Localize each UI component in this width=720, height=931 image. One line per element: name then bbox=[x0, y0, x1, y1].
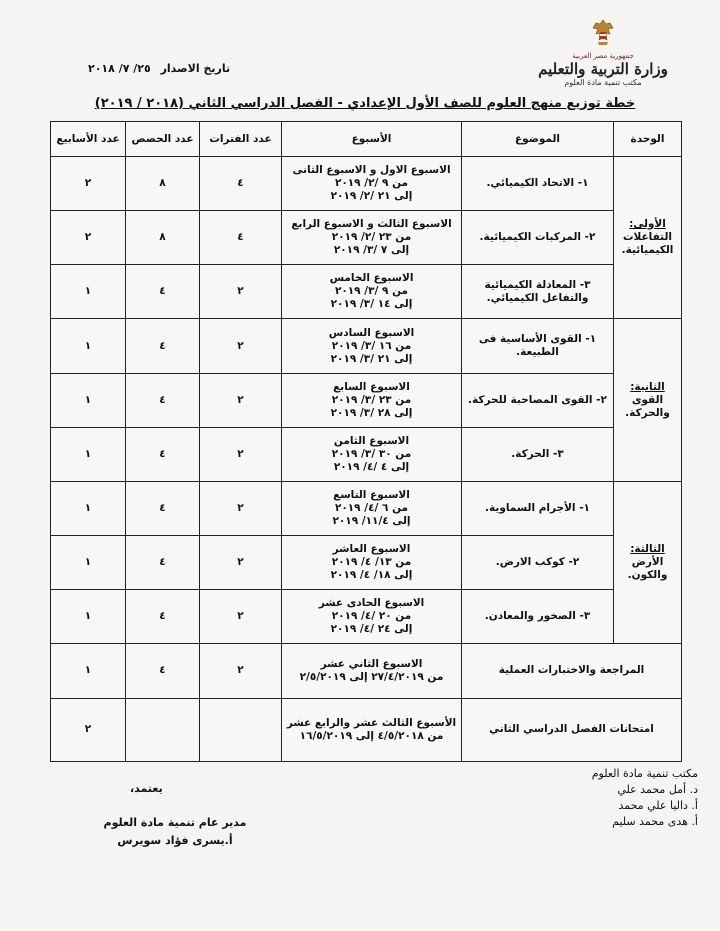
col-week-header: الأسبوع bbox=[282, 122, 462, 157]
ministry-logo bbox=[528, 18, 678, 88]
weeks-cell: ٢ bbox=[51, 698, 126, 761]
office-title: مكتب تنمية مادة العلوم bbox=[591, 767, 698, 780]
week-from: من ٢٣ /٢/ ٢٠١٩ bbox=[331, 231, 412, 244]
week-to: إلى ٢١ /٣/ ٢٠١٩ bbox=[330, 352, 413, 365]
issue-date-line bbox=[88, 62, 230, 75]
lessons-cell bbox=[126, 698, 200, 761]
week-cell bbox=[282, 265, 462, 319]
lessons-cell: ٨ bbox=[126, 157, 200, 211]
periods-cell: ٢ bbox=[200, 427, 282, 481]
weeks-cell: ١ bbox=[51, 481, 126, 535]
week-cell bbox=[282, 157, 462, 211]
periods-cell: ٢ bbox=[200, 590, 282, 644]
weeks-cell: ١ bbox=[51, 373, 126, 427]
weeks-cell: ١ bbox=[51, 590, 126, 644]
unit-name: الثانية: bbox=[630, 380, 665, 393]
week-cell bbox=[282, 373, 462, 427]
col-topic-header: الموضوع bbox=[462, 122, 614, 157]
lessons-cell: ٤ bbox=[126, 590, 200, 644]
lessons-cell: ٨ bbox=[126, 211, 200, 265]
approval-block bbox=[90, 780, 260, 850]
lessons-cell: ٤ bbox=[126, 481, 200, 535]
approval-position: مدير عام تنمية مادة العلوم bbox=[103, 816, 247, 829]
topic-cell: ٢- كوكب الارض. bbox=[462, 536, 614, 590]
topic-cell: ٣- المعادلة الكيميائية والتفاعل الكيميائي. bbox=[462, 265, 614, 319]
table-row bbox=[51, 157, 682, 211]
week-from: من ٣٠ /٣/ ٢٠١٩ bbox=[331, 447, 412, 460]
unit-cell bbox=[614, 157, 682, 319]
exams-row bbox=[51, 698, 682, 761]
week-label: الاسبوع الخامس bbox=[329, 272, 414, 285]
unit-cell bbox=[614, 481, 682, 643]
table-row bbox=[51, 265, 682, 319]
weeks-cell: ١ bbox=[51, 265, 126, 319]
approval-name: أ.يسرى فؤاد سويرس bbox=[117, 834, 233, 847]
periods-cell: ٢ bbox=[200, 481, 282, 535]
topic-cell: ٢- المركبات الكيميائية. bbox=[462, 211, 614, 265]
periods-cell: ٢ bbox=[200, 319, 282, 373]
week-range: من ٢٧/٤/٢٠١٩ إلى ٢/٥/٢٠١٩ bbox=[299, 670, 444, 683]
week-to: إلى ١٨/ ٤/ ٢٠١٩ bbox=[330, 569, 413, 582]
weeks-cell: ١ bbox=[51, 644, 126, 698]
table-row bbox=[51, 373, 682, 427]
lessons-cell: ٤ bbox=[126, 427, 200, 481]
lessons-cell: ٤ bbox=[126, 265, 200, 319]
week-from: من ١٦ /٣/ ٢٠١٩ bbox=[331, 339, 412, 352]
col-lessons-header: عدد الحصص bbox=[126, 122, 200, 157]
week-cell bbox=[282, 319, 462, 373]
week-to: إلى ٧ /٣/ ٢٠١٩ bbox=[333, 244, 410, 257]
lessons-cell: ٤ bbox=[126, 644, 200, 698]
col-unit-header: الوحدة bbox=[614, 122, 682, 157]
week-cell bbox=[282, 536, 462, 590]
topic-cell: ٣- الصخور والمعادن. bbox=[462, 590, 614, 644]
table-row bbox=[51, 481, 682, 535]
week-label: الاسبوع الثامن bbox=[333, 434, 410, 447]
office-member: د. أمل محمد علي bbox=[617, 783, 698, 796]
week-label: الاسبوع السادس bbox=[328, 326, 415, 339]
week-to: إلى ٤ /٤/ ٢٠١٩ bbox=[333, 460, 410, 473]
lessons-cell: ٤ bbox=[126, 536, 200, 590]
topic-cell: ٢- القوى المصاحبة للحركة. bbox=[462, 373, 614, 427]
week-to: إلى ٢١ /٢/ ٢٠١٩ bbox=[330, 190, 413, 203]
topic-cell: ٣- الحركة. bbox=[462, 427, 614, 481]
periods-cell: ٤ bbox=[200, 211, 282, 265]
week-range: من ٤/٥/٢٠١٨ إلى ١٦/٥/٢٠١٩ bbox=[299, 729, 444, 742]
week-from: من ٩ /٢/ ٢٠١٩ bbox=[334, 177, 409, 190]
week-label: الاسبوع العاشر bbox=[332, 543, 411, 556]
unit-name: الأولى: bbox=[629, 218, 666, 231]
lessons-cell: ٤ bbox=[126, 319, 200, 373]
week-label: الاسبوع الثاني عشر bbox=[320, 657, 423, 670]
unit-subtitle: القوى والحركة. bbox=[625, 393, 670, 419]
unit-name: الثالثة: bbox=[630, 543, 665, 556]
logo-office: مكتب تنمية مادة العلوم bbox=[564, 78, 642, 87]
topic-cell: ١- الاتحاد الكيميائي. bbox=[462, 157, 614, 211]
week-label: الأسبوع الثالث عشر والرابع عشر bbox=[286, 716, 457, 729]
week-label: الاسبوع التاسع bbox=[333, 489, 410, 502]
week-label: الاسبوع الحادى عشر bbox=[318, 597, 425, 610]
week-cell bbox=[282, 698, 462, 761]
week-from: من ٢٠ /٤/ ٢٠١٩ bbox=[331, 610, 412, 623]
unit-subtitle: الأرض والكون. bbox=[627, 556, 668, 582]
office-member: أ. هدى محمد سليم bbox=[612, 815, 698, 828]
week-from: من ٦ /٤/ ٢٠١٩ bbox=[334, 502, 409, 515]
weeks-cell: ٢ bbox=[51, 157, 126, 211]
col-periods-header: عدد الفترات bbox=[200, 122, 282, 157]
periods-cell bbox=[200, 698, 282, 761]
curriculum-plan-table bbox=[50, 121, 682, 762]
exams-label: امتحانات الفصل الدراسي الثاني bbox=[462, 698, 682, 761]
periods-cell: ٢ bbox=[200, 644, 282, 698]
table-row bbox=[51, 590, 682, 644]
topic-cell: ١- الأجرام السماوية. bbox=[462, 481, 614, 535]
lessons-cell: ٤ bbox=[126, 373, 200, 427]
review-label: المراجعة والاختبارات العملية bbox=[462, 644, 682, 698]
week-cell bbox=[282, 481, 462, 535]
office-signature-block bbox=[498, 766, 698, 830]
week-to: إلى ٢٨ /٣/ ٢٠١٩ bbox=[330, 406, 413, 419]
weeks-cell: ١ bbox=[51, 319, 126, 373]
plan-title: خطة توزيع منهج العلوم للصف الأول الإعدادي - الفصل الدراسي الثاني (٢٠١٨ / ٢٠١٩) bbox=[94, 96, 636, 111]
week-from: من ٢٣ /٣/ ٢٠١٩ bbox=[331, 393, 412, 406]
week-cell bbox=[282, 590, 462, 644]
unit-subtitle: التفاعلات الكيميائية. bbox=[621, 231, 674, 257]
week-to: إلى ١٤ /٣/ ٢٠١٩ bbox=[330, 298, 413, 311]
week-from: من ٩ /٣/ ٢٠١٩ bbox=[334, 285, 409, 298]
week-label: الاسبوع الاول و الاسبوع الثانى bbox=[292, 164, 451, 177]
table-header-row bbox=[51, 122, 682, 157]
week-to: إلى ٢٤ /٤/ ٢٠١٩ bbox=[330, 623, 413, 636]
week-cell bbox=[282, 427, 462, 481]
periods-cell: ٢ bbox=[200, 265, 282, 319]
periods-cell: ٢ bbox=[200, 536, 282, 590]
issue-date-value: ٢٥/ ٧/ ٢٠١٨ bbox=[88, 62, 151, 75]
week-label: الاسبوع السابع bbox=[333, 380, 410, 393]
week-cell bbox=[282, 644, 462, 698]
table-row bbox=[51, 427, 682, 481]
issue-date-label: تاريخ الاصدار bbox=[160, 62, 231, 75]
week-to: إلى ١١/٤/ ٢٠١٩ bbox=[332, 515, 411, 528]
week-label: الاسبوع الثالث و الاسبوع الرابع bbox=[291, 218, 452, 231]
week-from: من ١٣/ ٤/ ٢٠١٩ bbox=[331, 556, 412, 569]
periods-cell: ٤ bbox=[200, 157, 282, 211]
eagle-emblem-icon bbox=[590, 18, 616, 48]
week-cell bbox=[282, 211, 462, 265]
approval-label: يعتمد، bbox=[130, 782, 163, 795]
table-row bbox=[51, 536, 682, 590]
office-member: أ. داليا علي محمد bbox=[618, 799, 698, 812]
table-row bbox=[51, 211, 682, 265]
logo-ministry: وزارة التربية والتعليم bbox=[538, 60, 668, 78]
logo-country: جمهورية مصر العربية bbox=[572, 52, 634, 60]
periods-cell: ٢ bbox=[200, 373, 282, 427]
weeks-cell: ٢ bbox=[51, 211, 126, 265]
table-row bbox=[51, 319, 682, 373]
weeks-cell: ١ bbox=[51, 427, 126, 481]
col-weeks-header: عدد الأسابيع bbox=[51, 122, 126, 157]
weeks-cell: ١ bbox=[51, 536, 126, 590]
review-row bbox=[51, 644, 682, 698]
topic-cell: ١- القوى الأساسية فى الطبيعة. bbox=[462, 319, 614, 373]
unit-cell bbox=[614, 319, 682, 481]
